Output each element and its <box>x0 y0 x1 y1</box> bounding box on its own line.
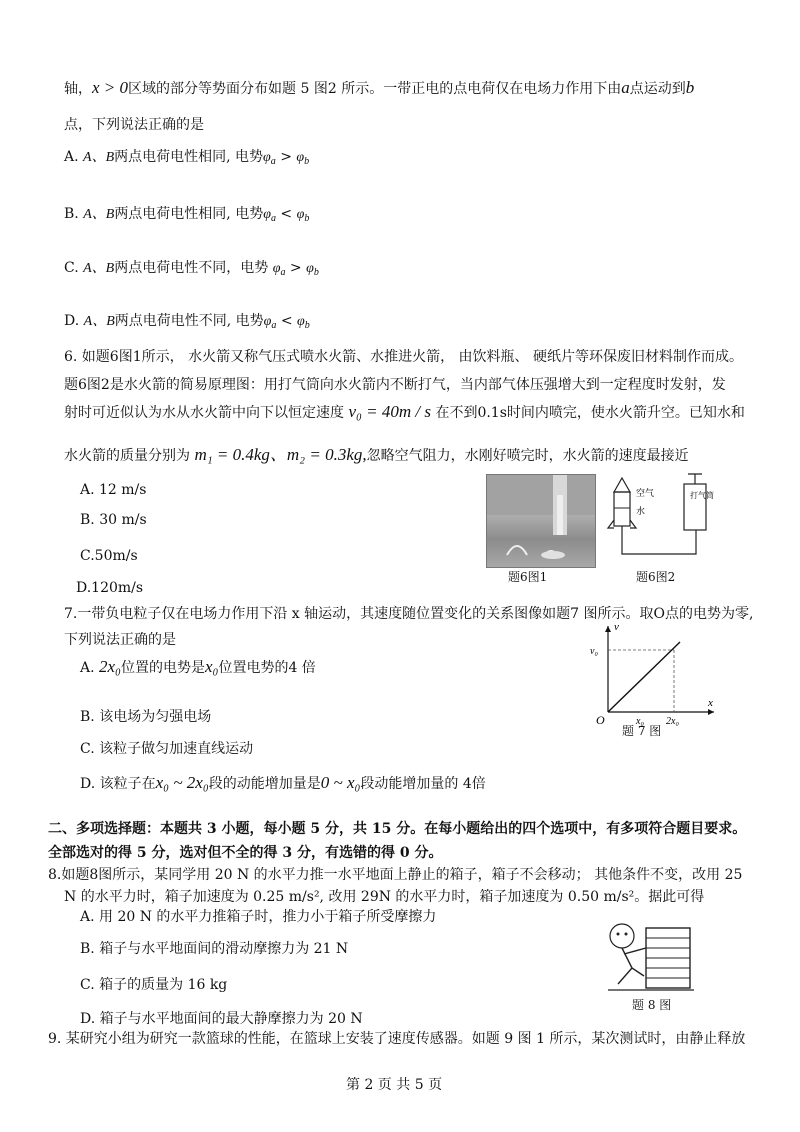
q6-stem-line4: 水火箭的质量分别为 m₁ = 0.4kg、m₂ = 0.3kg,忽略空气阻力，水刚好喷完时，水火箭的速度最接近 <box>64 445 689 464</box>
q7-stem-line1: 7.一带负电粒子仅在电场力作用下沿 x 轴运动，其速度随位置变化的关系图像如题7 图所示。取O点的电势为零, <box>64 606 754 622</box>
q7-stem-line2: 下列说法正确的是 <box>64 632 176 648</box>
q6-option-d: D.120m/s <box>76 580 144 596</box>
q6-option-b: B. 30 m/s <box>80 512 147 528</box>
q5-option-a: A. A、B两点电荷电性相同, 电势$\varphi_a > \varphi_b$ <box>64 149 310 167</box>
q5-option-c: C. A、B两点电荷电性不同，电势 $\varphi_a > \varphi_b$ <box>64 260 319 278</box>
q5-stem-line1: 轴，x > 0区域的部分等势面分布如题 5 图2 所示。一带正电的点电荷仅在电场力作用下由a点运动到b <box>64 78 695 97</box>
q7-option-b: B. 该电场为匀强电场 <box>80 709 212 725</box>
q5-option-b: B. A、B两点电荷电性相同, 电势$\varphi_a < \varphi_b$ <box>64 206 310 224</box>
q8-stem-line1: 8.如题8图所示，某同学用 20 N 的水平力推一水平地面上静止的箱子，箱子不会移动； 其他条件不变，改用 25 <box>48 867 743 883</box>
q8-stem-line2: N 的水平力时，箱子加速度为 0.25 m/s², 改用 29N 的水平力时，箱子加速度为 0.50 m/s²。据此可得 <box>64 889 705 905</box>
diagram-label-water: 水 <box>636 507 646 517</box>
q7-option-a: A. 2x₀位置的电势是x₀位置电势的4 倍 <box>80 657 316 676</box>
q7-option-c: C. 该粒子做匀加速直线运动 <box>80 741 254 757</box>
water-rocket-photo <box>486 474 596 568</box>
section2-heading-line2: 全部选对的得 5 分，选对但不全的得 3 分，有选错的得 0 分。 <box>48 845 443 861</box>
q5-option-d: D. A、B两点电荷电性不同, 电势$\varphi_a < \varphi_b$ <box>64 313 310 331</box>
q6-stem-line3: 射时可近似认为水从水火箭中向下以恒定速度 v₀ = 40m / s 在不到0.1s时间内喷完，使水火箭升空。已知水和 <box>64 402 745 421</box>
graph-y-tick: v₀ <box>590 646 598 657</box>
q6-fig2-caption: 题6图2 <box>636 570 676 584</box>
q8-option-b: B. 箱子与水平地面间的滑动摩擦力为 21 N <box>80 941 349 957</box>
q8-option-c: C. 箱子的质量为 16 kg <box>80 977 228 993</box>
q8-option-a: A. 用 20 N 的水平力推箱子时，推力小于箱子所受摩擦力 <box>80 909 437 925</box>
q6-fig1-caption: 题6图1 <box>508 570 548 584</box>
q6-stem-line1: 6. 如题6图1所示， 水火箭又称气压式喷水火箭、水推进火箭， 由饮料瓶、 硬纸片等环保废旧材料制作而成。 <box>64 349 743 365</box>
diagram-label-pump: 打气筒 <box>690 491 714 500</box>
graph-line <box>608 642 680 712</box>
graph-y-axis-label: v <box>614 621 619 633</box>
graph-origin-label: O <box>596 713 605 727</box>
graph-x-tick-2: 2x₀ <box>666 716 679 727</box>
page-number: 第 2 页 共 5 页 <box>346 1077 443 1093</box>
pushing-box-illustration <box>598 918 698 1000</box>
water-rocket-diagram <box>600 470 720 570</box>
graph-x-axis-label: x <box>708 697 713 709</box>
section2-heading-line1: 二、多项选择题：本题共 3 小题，每小题 5 分，共 15 分。在每小题给出的四个选项中，有多项符合题目要求。 <box>48 821 747 837</box>
q7-option-d: D. 该粒子在x₀ ~ 2x₀段的动能增加量是0 ~ x₀段动能增加量的 4倍 <box>80 773 486 792</box>
q6-option-c: C.50m/s <box>80 548 138 564</box>
q6-option-a: A. 12 m/s <box>80 482 147 498</box>
diagram-label-air: 空气 <box>636 489 655 499</box>
q9-stem-line1: 9. 某研究小组为研究一款篮球的性能，在篮球上安装了速度传感器。如题 9 图 1 所示，某次测试时，由静止释放 <box>48 1031 746 1047</box>
graph-x-tick-1: x₀ <box>636 716 644 727</box>
q8-option-d: D. 箱子与水平地面间的最大静摩擦力为 20 N <box>80 1011 363 1027</box>
q7-fig-caption: 题 7 图 <box>622 724 662 738</box>
q6-stem-line2: 题6图2是水火箭的简易原理图：用打气筒向水火箭内不断打气，当内部气体压强增大到一定程度时发射，发 <box>64 377 726 393</box>
q5-stem-line2: 点，下列说法正确的是 <box>64 117 204 133</box>
q8-fig-caption: 题 8 图 <box>632 998 672 1012</box>
